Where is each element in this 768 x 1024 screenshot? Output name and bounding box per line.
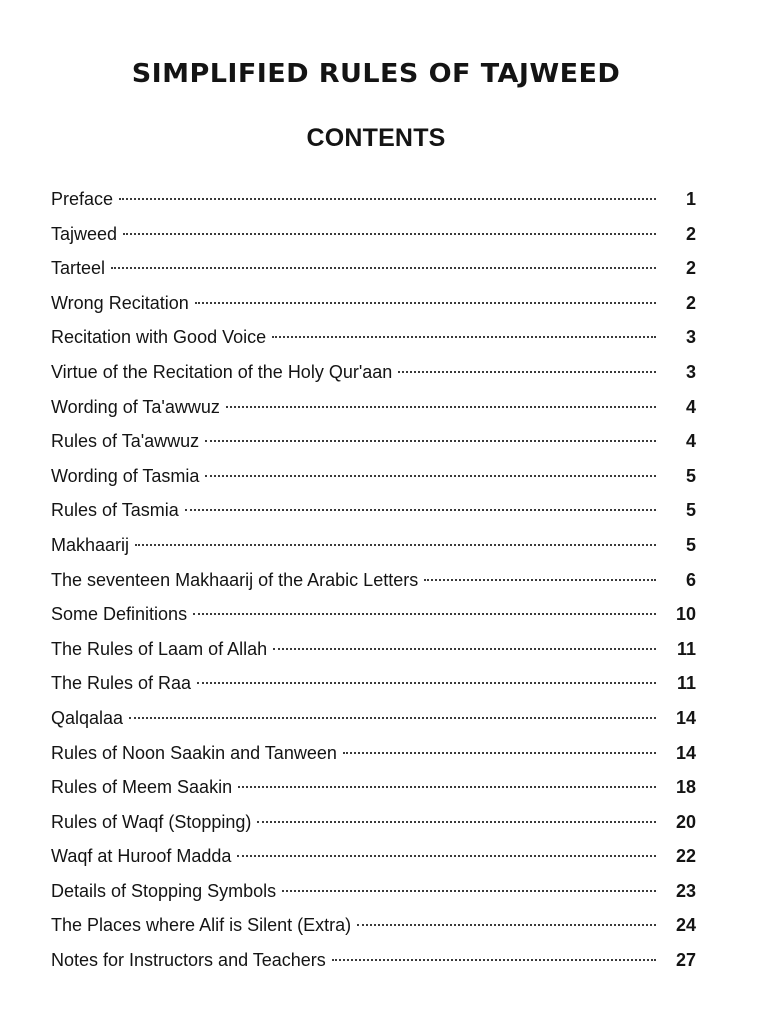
toc-entry xyxy=(51,634,696,669)
dot-leader xyxy=(205,475,656,477)
toc-entry-page-number: 5 xyxy=(685,534,696,555)
dot-leader xyxy=(238,786,656,788)
dot-leader xyxy=(273,648,656,650)
toc-entry xyxy=(51,599,696,634)
toc-entry-title: Recitation with Good Voice xyxy=(51,327,267,348)
toc-entry-page-number: 4 xyxy=(685,431,696,452)
dot-leader xyxy=(424,579,656,581)
dot-leader xyxy=(185,509,656,511)
toc-entry-page-number: 6 xyxy=(685,569,696,590)
toc-entry xyxy=(51,253,696,288)
dot-leader xyxy=(123,233,656,235)
dot-leader xyxy=(205,440,656,442)
toc-entry-page-number: 5 xyxy=(685,465,696,486)
dot-leader xyxy=(195,302,656,304)
toc-entry-title: Waqf at Huroof Madda xyxy=(51,846,232,867)
dot-leader xyxy=(257,821,656,823)
toc-entry-title: Tajweed xyxy=(51,223,118,244)
toc-entry-page-number: 14 xyxy=(675,707,696,728)
toc-entry-page-number: 11 xyxy=(676,673,696,694)
toc-entry xyxy=(51,426,696,461)
toc-entry xyxy=(51,910,696,945)
dot-leader xyxy=(282,890,656,892)
toc-entry-title: Rules of Ta'awwuz xyxy=(51,431,200,452)
toc-entry xyxy=(51,772,696,807)
toc-entry-title: Qalqalaa xyxy=(51,707,124,728)
toc-entry-title: Rules of Tasmia xyxy=(51,500,179,521)
toc-entry xyxy=(51,392,696,427)
toc-entry xyxy=(51,668,696,703)
toc-entry-page-number: 10 xyxy=(675,604,696,625)
toc-entry xyxy=(51,357,696,392)
toc-entry-title: Wrong Recitation xyxy=(51,292,189,313)
toc-entry-title: Rules of Noon Saakin and Tanween xyxy=(51,742,337,763)
toc-entry xyxy=(51,219,696,254)
toc-entry-title: Virtue of the Recitation of the Holy Qur'aan xyxy=(51,361,393,382)
dot-leader xyxy=(237,855,656,857)
toc-entry xyxy=(51,530,696,565)
toc-entry xyxy=(51,841,696,876)
dot-leader xyxy=(272,336,656,338)
toc-entry-page-number: 2 xyxy=(685,223,696,244)
toc-entry-page-number: 2 xyxy=(685,258,696,279)
toc-entry-title: Rules of Meem Saakin xyxy=(51,777,233,798)
toc-entry-page-number: 3 xyxy=(685,361,696,382)
toc-entry-page-number: 14 xyxy=(675,742,696,763)
toc-entry xyxy=(51,495,696,530)
toc-entry-title: Makhaarij xyxy=(51,534,130,555)
toc-entry-page-number: 23 xyxy=(675,880,696,901)
dot-leader xyxy=(343,752,656,754)
dot-leader xyxy=(226,406,656,408)
toc-entry xyxy=(51,703,696,738)
contents-heading: CONTENTS xyxy=(306,124,446,152)
toc-entry-title: The Rules of Laam of Allah xyxy=(51,638,268,659)
dot-leader xyxy=(332,959,656,961)
toc-entry xyxy=(51,876,696,911)
toc-entry-page-number: 3 xyxy=(685,327,696,348)
dot-leader xyxy=(135,544,656,546)
toc-entry-title: Tarteel xyxy=(51,258,106,279)
toc-entry-page-number: 11 xyxy=(676,638,696,659)
dot-leader xyxy=(193,613,656,615)
toc-entry-title: Details of Stopping Symbols xyxy=(51,880,277,901)
toc-entry xyxy=(51,565,696,600)
toc-entry xyxy=(51,184,696,219)
toc-entry xyxy=(51,807,696,842)
toc-entry xyxy=(51,461,696,496)
dot-leader xyxy=(129,717,656,719)
table-of-contents xyxy=(51,184,696,980)
toc-entry-page-number: 27 xyxy=(675,950,696,971)
toc-entry-title: Notes for Instructors and Teachers xyxy=(51,950,326,971)
toc-entry-title: Some Definitions xyxy=(51,604,188,625)
dot-leader xyxy=(111,267,656,269)
toc-entry xyxy=(51,945,696,980)
dot-leader xyxy=(357,924,656,926)
toc-entry-page-number: 4 xyxy=(685,396,696,417)
dot-leader xyxy=(398,371,656,373)
dot-leader xyxy=(119,198,656,200)
toc-entry-page-number: 22 xyxy=(675,846,696,867)
toc-entry-title: The seventeen Makhaarij of the Arabic Letters xyxy=(51,569,419,590)
toc-entry-page-number: 5 xyxy=(685,500,696,521)
toc-entry xyxy=(51,738,696,773)
toc-entry-title: Wording of Tasmia xyxy=(51,465,200,486)
toc-entry-page-number: 1 xyxy=(685,189,696,209)
toc-entry xyxy=(51,288,696,323)
toc-entry-page-number: 2 xyxy=(685,292,696,313)
toc-entry-page-number: 20 xyxy=(675,811,696,832)
toc-entry-title: The Places where Alif is Silent (Extra) xyxy=(51,915,352,936)
toc-entry-title: Wording of Ta'awwuz xyxy=(51,396,220,417)
toc-entry-title: Rules of Waqf (Stopping) xyxy=(51,811,252,832)
book-title: SIMPLIFIED RULES OF TAJWEED xyxy=(131,59,621,89)
toc-entry-title: Preface xyxy=(51,189,114,209)
toc-entry-page-number: 18 xyxy=(675,777,696,798)
toc-entry-title: The Rules of Raa xyxy=(51,673,192,694)
toc-entry-page-number: 24 xyxy=(675,915,696,936)
toc-entry xyxy=(51,322,696,357)
dot-leader xyxy=(197,682,656,684)
